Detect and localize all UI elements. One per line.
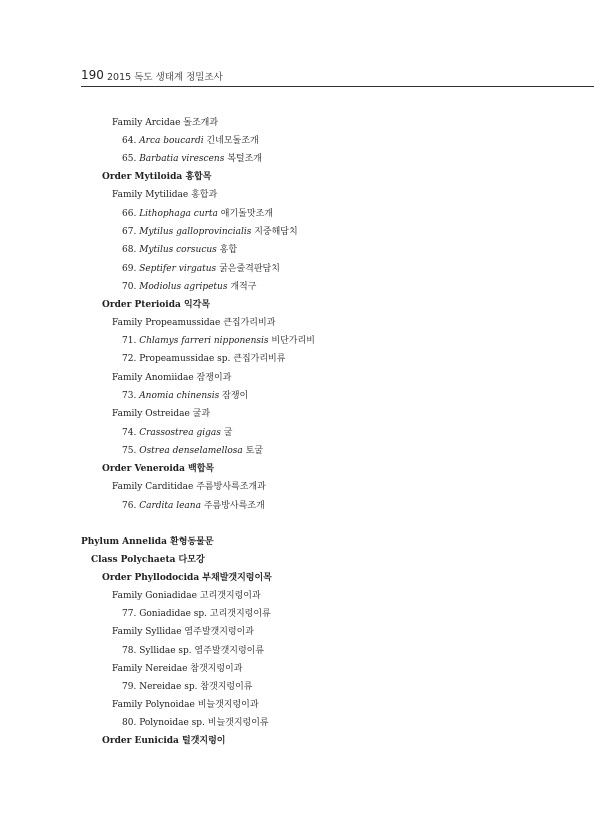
taxon-heading xyxy=(112,372,231,384)
entry-number: 80. xyxy=(122,718,140,728)
taxon-text: Order Pterioida 익각목 xyxy=(102,300,211,310)
page-header xyxy=(81,68,594,86)
entry-number: 75. xyxy=(122,446,140,456)
korean-name: 굴 xyxy=(223,428,233,438)
taxon-text: Order Phyllodocida 부채발갯지렁이목 xyxy=(102,573,272,583)
entry-number: 74. xyxy=(122,428,140,438)
taxon-text: Goniadidae sp. 고리갯지렁이류 xyxy=(139,609,271,619)
korean-name: 비단가리비 xyxy=(271,336,315,346)
scientific-name: Anomia chinensis xyxy=(139,391,220,401)
taxon-text: Family Syllidae 염주발갯지렁이과 xyxy=(112,627,254,637)
taxon-heading xyxy=(112,663,242,675)
korean-name: 애기돌맛조개 xyxy=(220,209,273,219)
entry-number: 77. xyxy=(122,609,140,619)
scientific-name: Mytilus galloprovincialis xyxy=(139,227,252,237)
taxon-text: Family Carditidae 주름방사륵조개과 xyxy=(112,482,266,492)
running-title: 2015 독도 생태계 정밀조사 xyxy=(107,72,223,83)
taxon-heading xyxy=(102,463,214,475)
header-rule xyxy=(81,86,594,87)
taxon-heading xyxy=(112,189,217,201)
species-entry xyxy=(122,335,315,347)
entry-number: 70. xyxy=(122,282,140,292)
entry-number: 78. xyxy=(122,646,140,656)
korean-name: 지중해담치 xyxy=(254,227,298,237)
entry-number: 66. xyxy=(122,209,140,219)
taxon-heading xyxy=(112,699,259,711)
taxon-text: Family Polynoidae 비늘갯지렁이과 xyxy=(112,700,259,710)
entry-number: 64. xyxy=(122,136,140,146)
taxon-heading xyxy=(91,554,205,566)
korean-name: 굵은줄격판담치 xyxy=(219,264,280,274)
species-entry xyxy=(122,608,271,620)
scientific-name: Crassostrea gigas xyxy=(139,428,221,438)
taxon-text: Nereidae sp. 참갯지렁이류 xyxy=(139,682,253,692)
taxon-heading xyxy=(112,408,210,420)
entry-number: 79. xyxy=(122,682,140,692)
taxon-text: Family Ostreidae 굴과 xyxy=(112,409,211,419)
taxon-text: Family Nereidae 참갯지렁이과 xyxy=(112,664,243,674)
korean-name: 복털조개 xyxy=(227,154,262,164)
taxon-text: Order Veneroida 백합목 xyxy=(102,464,215,474)
species-entry xyxy=(122,226,298,238)
entry-number: 73. xyxy=(122,391,140,401)
taxon-text: Phylum Annelida 환형동물문 xyxy=(81,537,214,547)
entry-number: 68. xyxy=(122,245,140,255)
taxon-heading xyxy=(102,735,225,747)
entry-number: 71. xyxy=(122,336,140,346)
taxon-heading xyxy=(112,590,261,602)
species-entry xyxy=(122,135,259,147)
species-entry xyxy=(122,263,280,275)
taxon-text: Family Anomiidae 잠쟁이과 xyxy=(112,373,232,383)
entry-number: 69. xyxy=(122,264,140,274)
taxon-text: Family Arcidae 돌조개과 xyxy=(112,118,219,128)
species-entry xyxy=(122,445,263,457)
species-entry xyxy=(122,153,262,165)
species-entry xyxy=(122,208,273,220)
taxon-text: Class Polychaeta 다모강 xyxy=(91,555,205,565)
page-number: 190 xyxy=(81,68,104,82)
korean-name: 긴네모돌조개 xyxy=(206,136,259,146)
entry-number: 67. xyxy=(122,227,140,237)
scientific-name: Lithophaga curta xyxy=(139,209,218,219)
species-entry xyxy=(122,645,264,657)
species-entry xyxy=(122,281,256,293)
taxon-text: Syllidae sp. 염주발갯지렁이류 xyxy=(139,646,265,656)
taxon-heading xyxy=(112,626,254,638)
species-entry xyxy=(122,244,237,256)
korean-name: 홍합 xyxy=(219,245,238,255)
species-entry xyxy=(122,717,269,729)
taxon-text: Polynoidae sp. 비늘갯지렁이류 xyxy=(139,718,269,728)
scientific-name: Mytilus corsucus xyxy=(139,245,217,255)
entry-number: 76. xyxy=(122,501,140,511)
species-entry xyxy=(122,353,285,365)
korean-name: 주름방사륵조개 xyxy=(203,501,265,511)
taxon-text: Family Mytilidae 홍합과 xyxy=(112,190,218,200)
taxon-heading xyxy=(102,299,210,311)
species-entry xyxy=(122,500,265,512)
species-entry xyxy=(122,681,252,693)
scientific-name: Arca boucardi xyxy=(139,136,204,146)
species-entry xyxy=(122,390,248,402)
korean-name: 잠쟁이 xyxy=(222,391,249,401)
scientific-name: Barbatia virescens xyxy=(139,154,225,164)
scientific-name: Modiolus agripetus xyxy=(139,282,228,292)
taxon-heading xyxy=(102,171,211,183)
taxon-heading xyxy=(81,536,214,548)
taxon-heading xyxy=(102,572,272,584)
taxon-text: Order Eunicida 털갯지렁이 xyxy=(102,736,226,746)
taxon-text: Family Propeamussidae 큰집가리비과 xyxy=(112,318,276,328)
scientific-name: Ostrea denselamellosa xyxy=(139,446,243,456)
scientific-name: Cardita leana xyxy=(139,501,201,511)
entry-number: 65. xyxy=(122,154,140,164)
scientific-name: Septifer virgatus xyxy=(139,264,217,274)
taxon-text: Order Mytiloida 홍합목 xyxy=(102,172,212,182)
korean-name: 토굴 xyxy=(245,446,264,456)
taxon-heading xyxy=(112,317,275,329)
taxon-text: Propeamussidae sp. 큰집가리비류 xyxy=(139,354,286,364)
scientific-name: Chlamys farreri nipponensis xyxy=(139,336,269,346)
entry-number: 72. xyxy=(122,354,140,364)
species-entry xyxy=(122,427,232,439)
taxon-text: Family Goniadidae 고리갯지렁이과 xyxy=(112,591,261,601)
taxon-heading xyxy=(112,117,218,129)
korean-name: 개적구 xyxy=(230,282,257,292)
taxon-heading xyxy=(112,481,266,493)
